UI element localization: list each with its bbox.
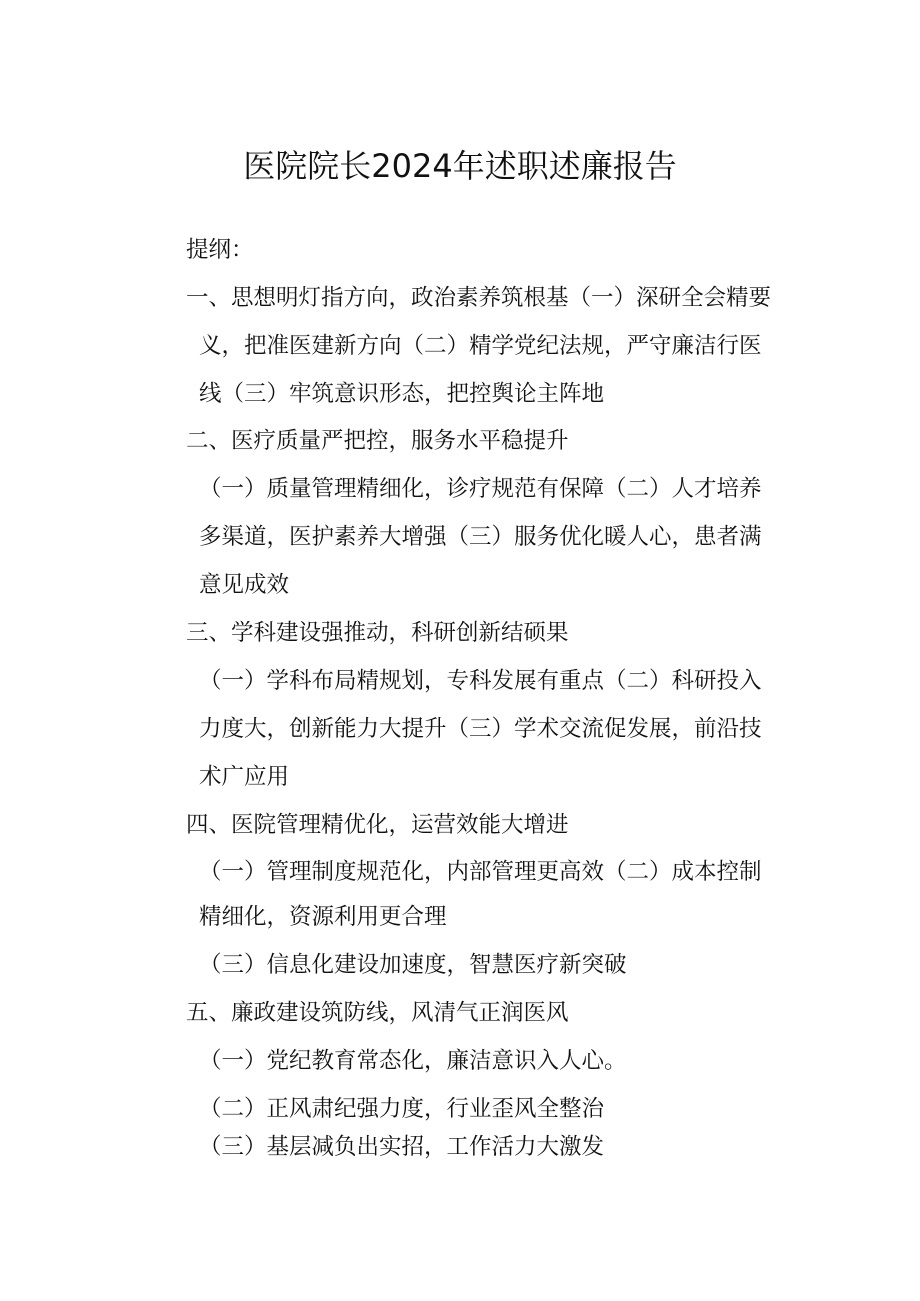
outline-text-line: 精细化，资源利用更合理 xyxy=(199,904,447,930)
outline-text-line: （一）党纪教育常态化，廉洁意识入人心。 xyxy=(199,1048,627,1074)
outline-heading-3: 三、学科建设强推动，科研创新结硕果 xyxy=(186,620,569,646)
outline-text-line: （一）管理制度规范化，内部管理更高效（二）成本控制 xyxy=(199,859,762,885)
outline-label: 提纲： xyxy=(186,237,254,263)
outline-heading-4: 四、医院管理精优化，运营效能大增进 xyxy=(186,812,569,838)
outline-text-line: 线（三）牢筑意识形态，把控舆论主阵地 xyxy=(199,381,605,407)
outline-text-line: 多渠道，医护素养大增强（三）服务优化暖人心，患者满 xyxy=(199,524,762,550)
outline-text-line: 义，把准医建新方向（二）精学党纪法规，严守廉洁行医 xyxy=(199,333,762,359)
outline-text-line: 意见成效 xyxy=(199,572,290,598)
outline-text-line: （三）信息化建设加速度，智慧医疗新突破 xyxy=(199,952,627,978)
outline-heading-1: 一、思想明灯指方向，政治素养筑根基（一）深研全会精要 xyxy=(186,285,772,311)
document-title: 医院院长2024年述职述廉报告 xyxy=(243,147,677,185)
outline-heading-2: 二、医疗质量严把控，服务水平稳提升 xyxy=(186,428,569,454)
outline-text-line: 力度大，创新能力大提升（三）学术交流促发展，前沿技 xyxy=(199,716,762,742)
outline-text-line: （一）质量管理精细化，诊疗规范有保障（二）人才培养 xyxy=(199,476,762,502)
outline-text-line: 术广应用 xyxy=(199,764,290,790)
outline-text-line: （二）正风肃纪强力度，行业歪风全整治 xyxy=(199,1096,605,1122)
outline-heading-5: 五、廉政建设筑防线，风清气正润医风 xyxy=(186,1000,569,1026)
outline-text-line: （三）基层减负出实招，工作活力大激发 xyxy=(199,1134,605,1160)
outline-text-line: （一）学科布局精规划，专科发展有重点（二）科研投入 xyxy=(199,668,762,694)
